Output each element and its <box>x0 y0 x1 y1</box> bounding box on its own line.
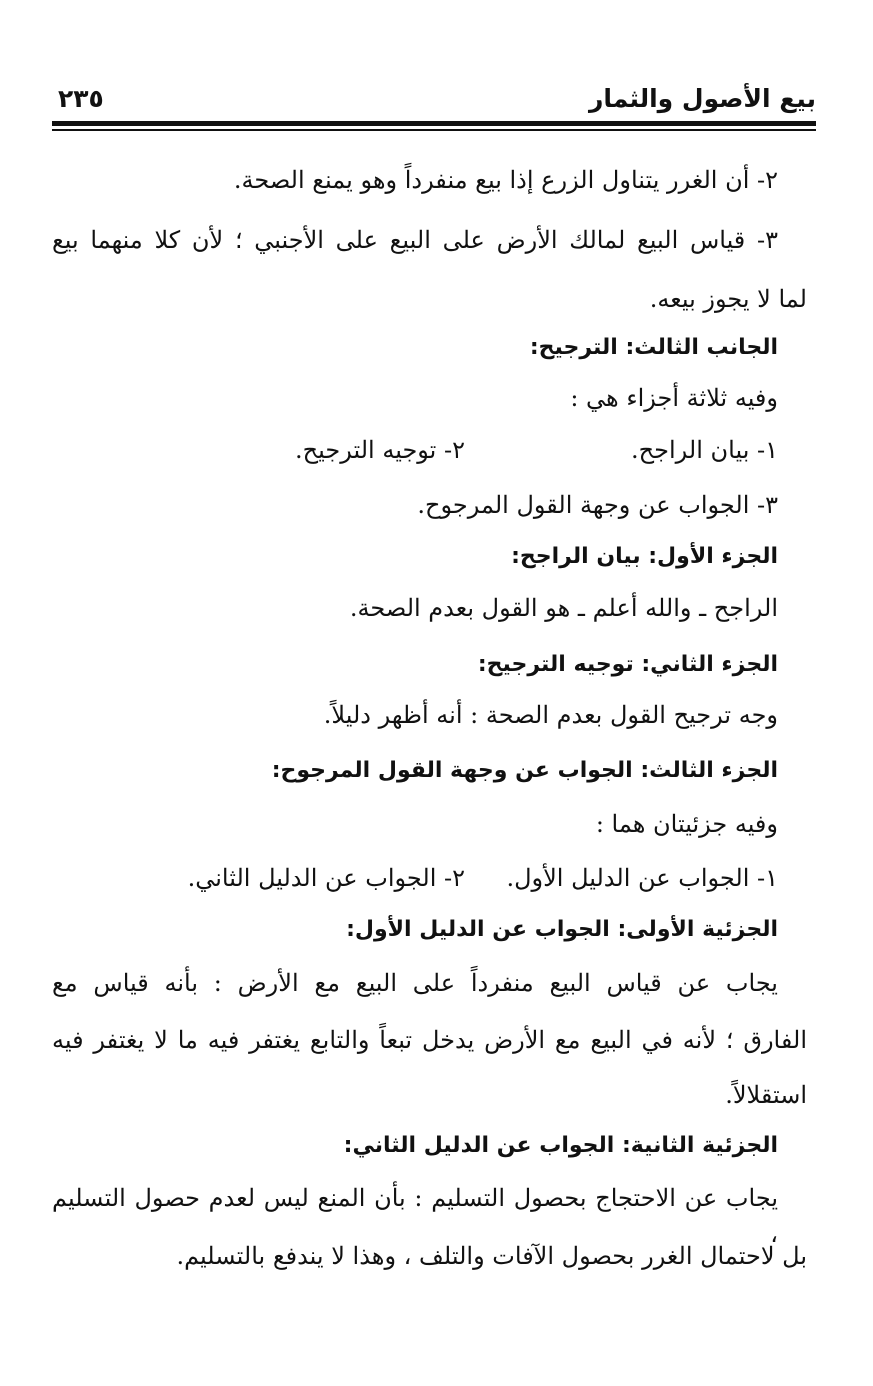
text-line: لما لا يجوز بيعه. <box>649 285 807 313</box>
text-line: استقلالاً. <box>725 1081 807 1109</box>
text-line: يجاب عن الاحتجاج بحصول التسليم : بأن المنع ليس لعدم حصول التسليم ، <box>52 1184 778 1248</box>
section-heading: الجزئية الثانية: الجواب عن الدليل الثاني: <box>343 1133 778 1158</box>
text-line: الفارق ؛ لأنه في البيع مع الأرض يدخل تبعاً والتابع يغتفر فيه ما لا يغتفر فيه <box>52 1026 807 1054</box>
section-heading: الجانب الثالث: الترجيح: <box>529 335 778 360</box>
header-rule-thick <box>52 121 816 126</box>
page-number: ٢٣٥ <box>58 84 104 113</box>
running-title: بيع الأصول والثمار <box>588 84 816 113</box>
text-line: يجاب عن قياس البيع منفرداً على البيع مع الأرض : بأنه قياس مع <box>52 969 778 997</box>
text-line: وفيه جزئيتان هما : <box>595 810 778 838</box>
text-line: ٣- الجواب عن وجهة القول المرجوح. <box>417 491 778 519</box>
header-rule-thin <box>52 129 816 131</box>
section-heading: الجزء الثاني: توجيه الترجيح: <box>477 652 778 677</box>
text-line: بل لاحتمال الغرر بحصول الآفات والتلف ، وهذا لا يندفع بالتسليم. <box>176 1242 807 1270</box>
list-item: ٢- الجواب عن الدليل الثاني. <box>187 864 465 892</box>
section-heading: الجزئية الأولى: الجواب عن الدليل الأول: <box>346 917 778 942</box>
page-header <box>58 84 816 122</box>
text-line: وجه ترجيح القول بعدم الصحة : أنه أظهر دليلاً. <box>323 701 778 729</box>
text-line: ٣- قياس البيع لمالك الأرض على البيع على الأجنبي ؛ لأن كلا منهما بيع <box>52 226 778 254</box>
text-line: وفيه ثلاثة أجزاء هي : <box>570 384 778 412</box>
text-line: ٢- أن الغرر يتناول الزرع إذا بيع منفرداً وهو يمنع الصحة. <box>233 166 778 194</box>
section-heading: الجزء الثالث: الجواب عن وجهة القول المرجوح: <box>271 758 778 783</box>
list-item: ٢- توجيه الترجيح. <box>295 436 465 464</box>
section-heading: الجزء الأول: بيان الراجح: <box>511 544 778 569</box>
list-item: ١- الجواب عن الدليل الأول. <box>506 864 778 892</box>
list-item: ١- بيان الراجح. <box>631 436 778 464</box>
text-line: الراجح ـ والله أعلم ـ هو القول بعدم الصحة. <box>349 594 778 622</box>
